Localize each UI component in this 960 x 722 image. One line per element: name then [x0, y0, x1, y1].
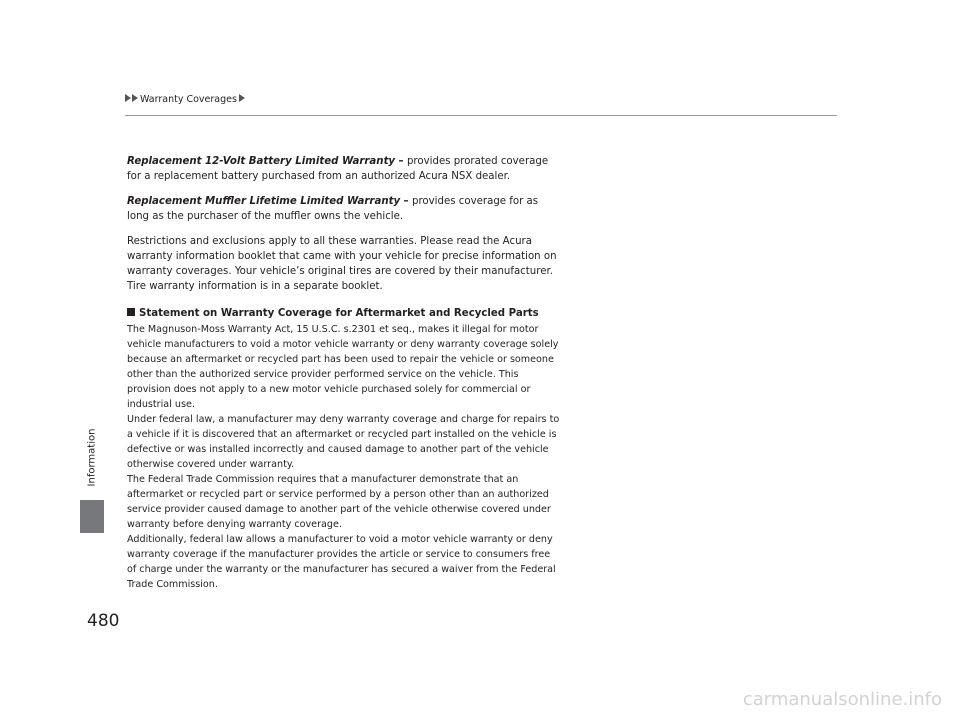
muffler-warranty-paragraph — [127, 194, 562, 224]
breadcrumb-arrow-icon — [132, 94, 138, 102]
battery-warranty-text: provides prorated coverage for a replacement battery purchased from an authorized Acura NSX dealer. — [127, 156, 549, 182]
additional-paragraph: Additionally, federal law allows a manufacturer to void a motor vehicle warranty or deny warranty coverage if the manufacturer provides the article or service to consumers free of charge under the warranty or the manufacturer has secured a waiver from the Federal Trade Commission. — [127, 534, 556, 590]
federal-law-paragraph: Under federal law, a manufacturer may deny warranty coverage and charge for repairs to a vehicle if it is discovered that an aftermarket or recycled part installed on the vehicle is defective or was installed incorrectly and caused damage to another part of the vehicle otherwise covered under warranty. — [127, 414, 560, 470]
battery-warranty-paragraph — [127, 154, 562, 184]
page-content — [127, 154, 562, 592]
section-side-label — [84, 419, 100, 496]
header-divider — [125, 115, 837, 116]
breadcrumb-label: Warranty Coverages — [140, 94, 237, 105]
section-heading — [127, 306, 562, 321]
page-number: 480 — [87, 611, 120, 631]
magnuson-moss-paragraph: The Magnuson-Moss Warranty Act, 15 U.S.C. s.2301 et seq., makes it illegal for motor vehicle manufacturers to void a motor vehicle warranty or deny warranty coverage solely because an aftermarket or recycled part has been used to repair the vehicle or someone other than the authorized service provider performed service on the vehicle. This provision does not apply to a new motor vehicle purchased solely for commercial or industrial use. — [127, 324, 559, 410]
watermark: carmanualsonline.info — [742, 689, 942, 710]
restrictions-paragraph: Restrictions and exclusions apply to all these warranties. Please read the Acura warranty information booklet that came with your vehicle for precise information on warranty coverages. Your vehicle’s original tires are covered by their manufacturer. Tire warranty information is in a separate booklet. — [127, 236, 557, 292]
section-heading-text: Statement on Warranty Coverage for Aftermarket and Recycled Parts — [139, 308, 539, 319]
muffler-warranty-title: Replacement Muffler Lifetime Limited Warranty – — [127, 196, 409, 207]
muffler-warranty-text: provides coverage for as long as the purchaser of the muffler owns the vehicle. — [127, 196, 539, 222]
breadcrumb-arrow-icon — [125, 94, 131, 102]
breadcrumb-arrow-icon — [239, 94, 245, 102]
section-side-label-text: Information — [86, 428, 98, 487]
section-tab-marker — [80, 500, 104, 533]
breadcrumb — [125, 94, 246, 106]
battery-warranty-title: Replacement 12-Volt Battery Limited Warranty – — [127, 156, 404, 167]
black-square-icon — [127, 308, 135, 316]
ftc-paragraph: The Federal Trade Commission requires that a manufacturer demonstrate that an aftermarket or recycled part or service performed by a person other than an authorized service provider caused damage to another part of the vehicle otherwise covered under warranty before denying warranty coverage. — [127, 474, 551, 530]
